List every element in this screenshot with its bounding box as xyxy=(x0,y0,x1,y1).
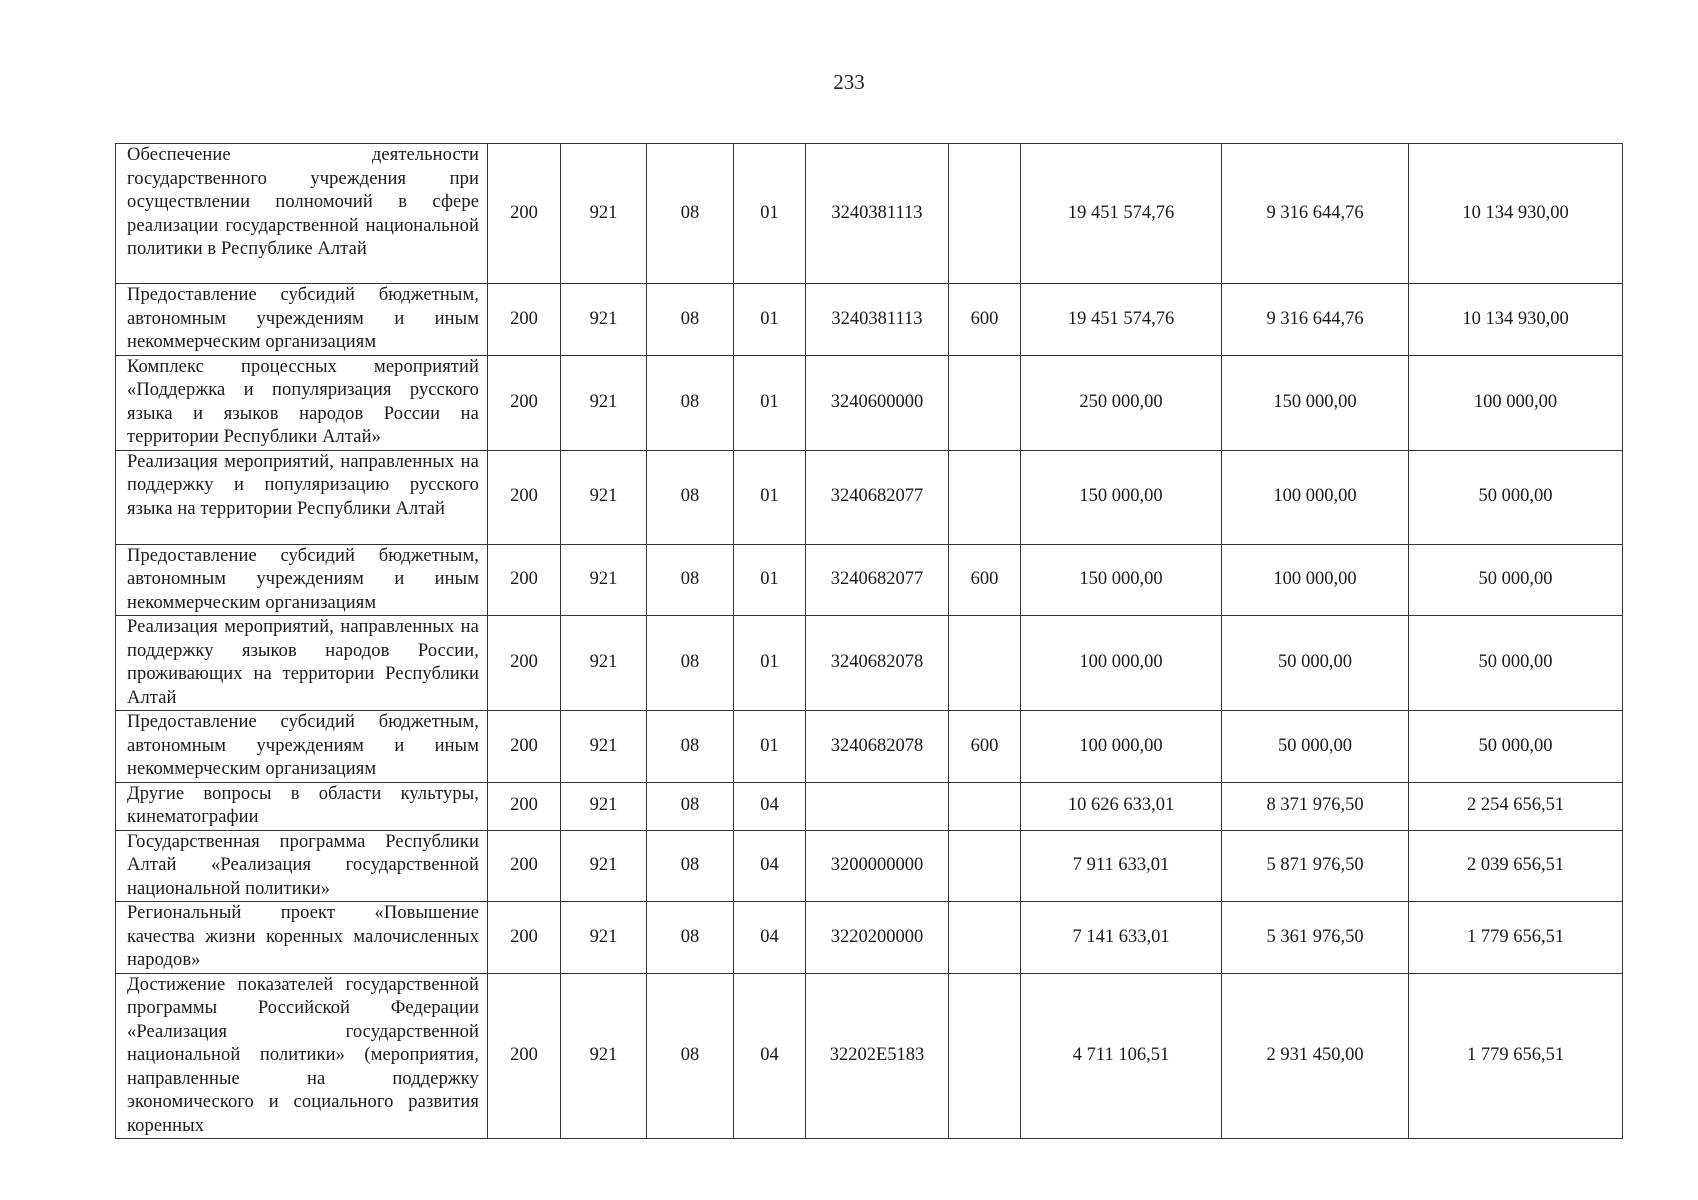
row-name-cell: Предоставление субсидий бюджетным, автономным учреждениям и иным некоммерческим организациям xyxy=(116,544,488,616)
table-row xyxy=(116,902,1623,974)
section-code-cell: 08 xyxy=(647,284,734,356)
total-amount-cell: 250 000,00 xyxy=(1021,355,1222,450)
amount-a-cell: 100 000,00 xyxy=(1222,544,1409,616)
amount-a-cell: 5 361 976,50 xyxy=(1222,902,1409,974)
amount-b-cell: 50 000,00 xyxy=(1409,450,1623,544)
expense-type-cell xyxy=(949,144,1021,284)
expense-type-cell xyxy=(949,355,1021,450)
admin-code-cell: 200 xyxy=(488,616,561,711)
section-code-cell: 08 xyxy=(647,782,734,830)
total-amount-cell: 7 911 633,01 xyxy=(1021,830,1222,902)
expense-type-cell xyxy=(949,973,1021,1139)
admin-code-cell: 200 xyxy=(488,902,561,974)
expense-type-cell: 600 xyxy=(949,711,1021,783)
section-code-cell: 08 xyxy=(647,973,734,1139)
ministry-code-cell: 921 xyxy=(561,902,647,974)
amount-b-cell: 2 254 656,51 xyxy=(1409,782,1623,830)
ministry-code-cell: 921 xyxy=(561,616,647,711)
admin-code-cell: 200 xyxy=(488,830,561,902)
amount-b-cell: 1 779 656,51 xyxy=(1409,973,1623,1139)
target-article-cell: 3240600000 xyxy=(806,355,949,450)
subsection-code-cell: 01 xyxy=(734,544,806,616)
target-article-cell: 3220200000 xyxy=(806,902,949,974)
amount-b-cell: 10 134 930,00 xyxy=(1409,144,1623,284)
ministry-code-cell: 921 xyxy=(561,782,647,830)
table-row xyxy=(116,450,1623,544)
subsection-code-cell: 01 xyxy=(734,284,806,356)
ministry-code-cell: 921 xyxy=(561,544,647,616)
table-row xyxy=(116,830,1623,902)
subsection-code-cell: 01 xyxy=(734,616,806,711)
page-number: 233 xyxy=(833,70,865,94)
row-name-cell: Реализация мероприятий, направленных на поддержку языков народов России, проживающих на территории Республики Алтай xyxy=(116,616,488,711)
amount-b-cell: 2 039 656,51 xyxy=(1409,830,1623,902)
amount-a-cell: 9 316 644,76 xyxy=(1222,144,1409,284)
table-row xyxy=(116,144,1623,284)
expense-type-cell: 600 xyxy=(949,544,1021,616)
amount-a-cell: 5 871 976,50 xyxy=(1222,830,1409,902)
expense-type-cell xyxy=(949,616,1021,711)
row-name-cell: Региональный проект «Повышение качества жизни коренных малочисленных народов» xyxy=(116,902,488,974)
amount-b-cell: 50 000,00 xyxy=(1409,616,1623,711)
amount-b-cell: 50 000,00 xyxy=(1409,544,1623,616)
row-name-cell: Предоставление субсидий бюджетным, автономным учреждениям и иным некоммерческим организациям xyxy=(116,711,488,783)
total-amount-cell: 100 000,00 xyxy=(1021,616,1222,711)
total-amount-cell: 10 626 633,01 xyxy=(1021,782,1222,830)
expense-type-cell xyxy=(949,450,1021,544)
amount-b-cell: 10 134 930,00 xyxy=(1409,284,1623,356)
admin-code-cell: 200 xyxy=(488,544,561,616)
amount-b-cell: 50 000,00 xyxy=(1409,711,1623,783)
budget-table xyxy=(115,143,1623,1139)
table-row xyxy=(116,782,1623,830)
row-name-cell: Реализация мероприятий, направленных на поддержку и популяризацию русского языка на территории Республики Алтай xyxy=(116,450,488,544)
target-article-cell: 3240682077 xyxy=(806,544,949,616)
table-row xyxy=(116,355,1623,450)
section-code-cell: 08 xyxy=(647,544,734,616)
section-code-cell: 08 xyxy=(647,144,734,284)
amount-a-cell: 8 371 976,50 xyxy=(1222,782,1409,830)
total-amount-cell: 19 451 574,76 xyxy=(1021,284,1222,356)
amount-a-cell: 2 931 450,00 xyxy=(1222,973,1409,1139)
total-amount-cell: 7 141 633,01 xyxy=(1021,902,1222,974)
subsection-code-cell: 04 xyxy=(734,973,806,1139)
amount-a-cell: 9 316 644,76 xyxy=(1222,284,1409,356)
subsection-code-cell: 04 xyxy=(734,782,806,830)
ministry-code-cell: 921 xyxy=(561,711,647,783)
section-code-cell: 08 xyxy=(647,616,734,711)
target-article-cell: 3200000000 xyxy=(806,830,949,902)
target-article-cell: 3240381113 xyxy=(806,284,949,356)
amount-a-cell: 150 000,00 xyxy=(1222,355,1409,450)
admin-code-cell: 200 xyxy=(488,144,561,284)
ministry-code-cell: 921 xyxy=(561,450,647,544)
row-name-cell: Комплекс процессных мероприятий «Поддержка и популяризация русского языка и языков народов России на территории Республики Алтай» xyxy=(116,355,488,450)
amount-a-cell: 100 000,00 xyxy=(1222,450,1409,544)
admin-code-cell: 200 xyxy=(488,450,561,544)
admin-code-cell: 200 xyxy=(488,782,561,830)
subsection-code-cell: 01 xyxy=(734,144,806,284)
total-amount-cell: 4 711 106,51 xyxy=(1021,973,1222,1139)
target-article-cell: 3240381113 xyxy=(806,144,949,284)
row-name-cell: Достижение показателей государственной программы Российской Федерации «Реализация государственной национальной политики» (мероприятия, направленные на поддержку экономического и социального развития коренных xyxy=(116,973,488,1139)
table-row xyxy=(116,973,1623,1139)
target-article-cell: 3240682078 xyxy=(806,616,949,711)
total-amount-cell: 150 000,00 xyxy=(1021,450,1222,544)
row-name-cell: Предоставление субсидий бюджетным, автономным учреждениям и иным некоммерческим организациям xyxy=(116,284,488,356)
section-code-cell: 08 xyxy=(647,355,734,450)
subsection-code-cell: 04 xyxy=(734,902,806,974)
target-article-cell: 32202E5183 xyxy=(806,973,949,1139)
amount-b-cell: 100 000,00 xyxy=(1409,355,1623,450)
target-article-cell xyxy=(806,782,949,830)
total-amount-cell: 19 451 574,76 xyxy=(1021,144,1222,284)
expense-type-cell xyxy=(949,830,1021,902)
table-row xyxy=(116,284,1623,356)
amount-b-cell: 1 779 656,51 xyxy=(1409,902,1623,974)
admin-code-cell: 200 xyxy=(488,355,561,450)
target-article-cell: 3240682078 xyxy=(806,711,949,783)
amount-a-cell: 50 000,00 xyxy=(1222,711,1409,783)
table-body xyxy=(116,144,1623,1139)
subsection-code-cell: 01 xyxy=(734,711,806,783)
total-amount-cell: 100 000,00 xyxy=(1021,711,1222,783)
section-code-cell: 08 xyxy=(647,830,734,902)
total-amount-cell: 150 000,00 xyxy=(1021,544,1222,616)
admin-code-cell: 200 xyxy=(488,711,561,783)
ministry-code-cell: 921 xyxy=(561,144,647,284)
admin-code-cell: 200 xyxy=(488,973,561,1139)
subsection-code-cell: 01 xyxy=(734,450,806,544)
section-code-cell: 08 xyxy=(647,711,734,783)
table-row xyxy=(116,711,1623,783)
ministry-code-cell: 921 xyxy=(561,830,647,902)
row-name-cell: Государственная программа Республики Алтай «Реализация государственной национальной политики» xyxy=(116,830,488,902)
subsection-code-cell: 01 xyxy=(734,355,806,450)
ministry-code-cell: 921 xyxy=(561,284,647,356)
row-name-cell: Обеспечение деятельности государственного учреждения при осуществлении полномочий в сфере реализации государственной национальной политики в Республике Алтай xyxy=(116,144,488,284)
expense-type-cell: 600 xyxy=(949,284,1021,356)
table-row xyxy=(116,616,1623,711)
subsection-code-cell: 04 xyxy=(734,830,806,902)
expense-type-cell xyxy=(949,782,1021,830)
ministry-code-cell: 921 xyxy=(561,973,647,1139)
expense-type-cell xyxy=(949,902,1021,974)
amount-a-cell: 50 000,00 xyxy=(1222,616,1409,711)
row-name-cell: Другие вопросы в области культуры, кинематографии xyxy=(116,782,488,830)
target-article-cell: 3240682077 xyxy=(806,450,949,544)
section-code-cell: 08 xyxy=(647,902,734,974)
section-code-cell: 08 xyxy=(647,450,734,544)
ministry-code-cell: 921 xyxy=(561,355,647,450)
admin-code-cell: 200 xyxy=(488,284,561,356)
table-row xyxy=(116,544,1623,616)
